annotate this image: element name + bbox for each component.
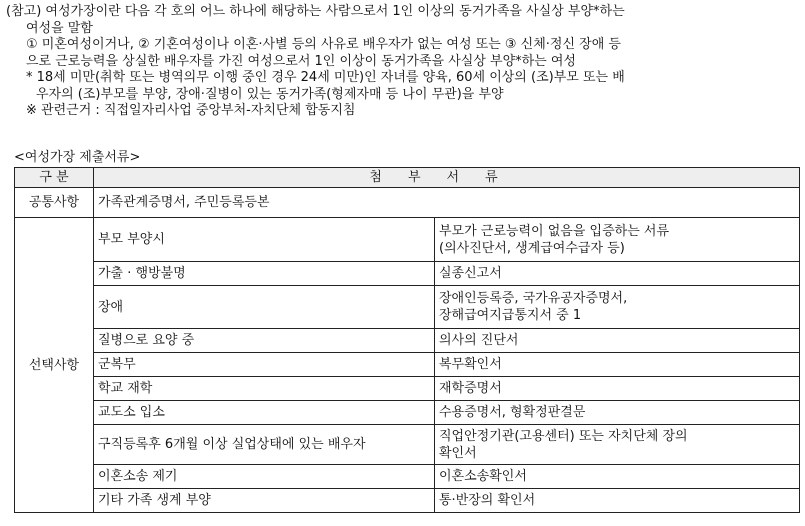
docs-cell: 실종신고서 — [435, 262, 800, 286]
table-row — [15, 425, 800, 465]
table-row — [15, 286, 800, 329]
header-category: 구 분 — [15, 168, 94, 188]
case-cell: 기타 가족 생계 부양 — [94, 489, 435, 513]
table-row — [15, 353, 800, 377]
table-row — [15, 401, 800, 425]
table-row — [15, 465, 800, 489]
common-label: 공통사항 — [15, 188, 94, 218]
table-row — [15, 262, 800, 286]
required-documents-table — [14, 167, 800, 513]
reference-note — [6, 4, 799, 120]
header-documents: 첨부서류 — [94, 168, 800, 188]
table-row — [15, 218, 800, 262]
case-cell: 질병으로 요양 중 — [94, 329, 435, 353]
note-conditions-cont: 으로 근로능력을 상실한 배우자를 가진 여성으로서 1인 이상이 동거가족을 사실상 부양*하는 여성 — [26, 53, 576, 69]
case-cell: 가출 · 행방불명 — [94, 262, 435, 286]
case-cell: 부모 부양시 — [94, 218, 435, 262]
docs-cell: 복무확인서 — [435, 353, 800, 377]
docs-cell: 재학증명서 — [435, 377, 800, 401]
table-row — [15, 489, 800, 513]
docs-cell: 부모가 근로능력이 없음을 입증하는 서류 (의사진단서, 생계급여수급자 등) — [435, 218, 800, 262]
note-definition-cont: 여성을 말함 — [26, 20, 93, 36]
case-cell: 구직등록후 6개월 이상 실업상태에 있는 배우자 — [94, 425, 435, 465]
case-cell: 군복무 — [94, 353, 435, 377]
note-footnote: * 18세 미만(취학 또는 병역의무 이행 중인 경우 24세 미만)인 자녀를 양육, 60세 이상의 (조)부모 또는 배 — [26, 70, 625, 85]
table-title: <여성가장 제출서류> — [14, 150, 141, 165]
note-definition: (참고) 여성가장이란 다음 각 호의 어느 하나에 해당하는 사람으로서 1인 이상의 동거가족을 사실상 부양*하는 — [6, 4, 625, 19]
optional-label: 선택사항 — [15, 218, 94, 513]
docs-cell: 직업안정기관(고용센터) 또는 자치단체 장의 확인서 — [435, 425, 800, 465]
note-legal-basis: ※ 관련근거 : 직접일자리사업 중앙부처-자치단체 합동지침 — [26, 103, 356, 118]
docs-cell: 통·반장의 확인서 — [435, 489, 800, 513]
docs-cell: 의사의 진단서 — [435, 329, 800, 353]
docs-cell: 수용증명서, 형확정판결문 — [435, 401, 800, 425]
common-docs: 가족관계증명서, 주민등록등본 — [94, 188, 800, 218]
common-row — [15, 188, 800, 218]
table-row — [15, 377, 800, 401]
table-row — [15, 329, 800, 353]
note-footnote-cont: 우자의 (조)부모를 부양, 장애·질병이 있는 동거가족(형제자매 등 나이 무관)을 부양 — [36, 86, 504, 102]
table-header-row — [15, 168, 800, 188]
docs-cell: 장애인등록증, 국가유공자증명서, 장해급여지급통지서 중 1 — [435, 286, 800, 329]
case-cell: 교도소 입소 — [94, 401, 435, 425]
case-cell: 학교 재학 — [94, 377, 435, 401]
case-cell: 이혼소송 제기 — [94, 465, 435, 489]
case-cell: 장애 — [94, 286, 435, 329]
docs-cell: 이혼소송확인서 — [435, 465, 800, 489]
note-conditions: ① 미혼여성이거나, ② 기혼여성이나 이혼·사별 등의 사유로 배우자가 없는 여성 또는 ③ 신체·정신 장애 등 — [26, 37, 621, 52]
